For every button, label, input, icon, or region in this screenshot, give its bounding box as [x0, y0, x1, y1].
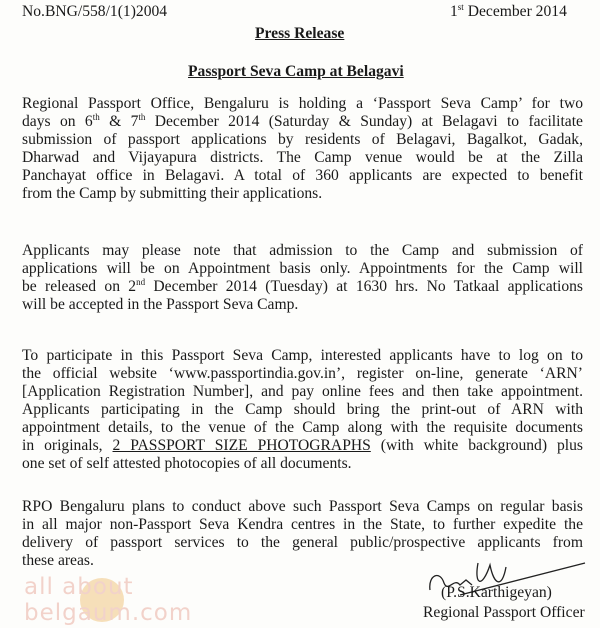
paragraph-1-line	[22, 149, 583, 167]
paragraph-2-line	[22, 260, 583, 278]
watermark-logo	[12, 574, 192, 628]
paragraph-3-line	[22, 365, 583, 383]
text-segment: these areas.	[22, 552, 94, 569]
text-segment: December 2014 (Saturday & Sunday) at Belagavi to facilitate	[145, 113, 583, 130]
text-segment: December 2014 (Tuesday) at 1630 hrs. No Tatkaal applications	[145, 278, 583, 295]
paragraph-2-line	[22, 242, 583, 260]
text-segment: the official website ‘www.passportindia.gov.in’, register on-line, generate ‘ARN’	[22, 365, 583, 382]
text-segment: delivery of passport services to the general public/prospective applicants from	[22, 534, 583, 551]
text-segment: one set of self attested photocopies of all documents.	[22, 455, 352, 472]
paragraph-4-line	[22, 552, 583, 570]
paragraph-2-line	[22, 296, 583, 314]
paragraph-3-line	[22, 383, 583, 401]
superscript: th	[138, 112, 146, 122]
text-segment: (with white background) plus	[370, 437, 583, 454]
text-segment: Regional Passport Office, Bengaluru is holding a ‘Passport Seva Camp’ for two	[22, 95, 583, 112]
signatory-name: (P.S.Karthigeyan)	[441, 584, 552, 601]
text-segment: 2 PASSPORT SIZE PHOTOGRAPHS	[112, 437, 371, 454]
paragraph-1-line	[22, 185, 583, 203]
paragraph-1-line	[22, 131, 583, 149]
paragraph-4-line	[22, 516, 583, 534]
text-segment: & 7	[99, 113, 139, 130]
reference-number: No.BNG/558/1(1)2004	[22, 3, 168, 20]
watermark-line1: all about	[24, 574, 134, 600]
text-segment: submission of passport applications by residents of Belagavi, Bagalkot, Gadak,	[22, 131, 583, 148]
superscript: th	[92, 112, 100, 122]
paragraph-3-line	[22, 401, 583, 419]
paragraph-1-line	[22, 167, 583, 185]
text-segment: Applicants participating in the Camp should bring the print-out of ARN with	[22, 401, 583, 418]
text-segment: appointment details, to the venue of the Camp along with the requisite documents	[22, 419, 583, 436]
date-sup: st	[457, 2, 464, 12]
text-segment: 6	[84, 113, 93, 130]
subject: Passport Seva Camp at Belagavi	[188, 63, 404, 80]
text-segment: Applicants may please note that admission to the Camp and submission of	[22, 242, 583, 259]
paragraph-3-line	[22, 437, 583, 455]
paragraph-4-line	[22, 534, 583, 552]
watermark-line2: belgaum.com	[24, 600, 193, 626]
paragraph-3-line	[22, 455, 583, 473]
release-date	[450, 3, 567, 21]
paragraph-3-line	[22, 347, 583, 365]
text-segment: [Application Registration Number], and pay online fees and then take appointment.	[22, 383, 583, 400]
text-segment: will be accepted in the Passport Seva Camp.	[22, 296, 299, 313]
heading: Press Release	[255, 25, 345, 42]
text-segment: applications will be on Appointment basis only. Appointments for the Camp will	[22, 260, 583, 277]
paragraph-1-line	[22, 113, 583, 131]
paragraph-1-line	[22, 95, 583, 113]
text-segment: days on	[22, 113, 85, 130]
date-rest: December 2014	[463, 3, 567, 20]
date-day: 1	[450, 3, 458, 20]
signatory-title: Regional Passport Officer	[423, 604, 585, 621]
text-segment: in originals,	[22, 437, 113, 454]
text-segment: To participate in this Passport Seva Camp, interested applicants have to log on to	[22, 347, 583, 364]
text-segment: RPO Bengaluru plans to conduct above such Passport Seva Camps on regular basis	[22, 498, 583, 515]
text-segment: Dharwad and Vijayapura districts. The Camp venue would be at the Zilla	[22, 149, 583, 166]
text-segment: be released on 2	[22, 278, 137, 295]
paragraph-2-line	[22, 278, 583, 296]
superscript: nd	[136, 277, 146, 287]
paragraph-3-line	[22, 419, 583, 437]
text-segment: in all major non-Passport Seva Kendra centres in the State, to further expedite the	[22, 516, 583, 533]
text-segment: Panchayat office in Belagavi. A total of 360 applicants are expected to benefit	[22, 167, 583, 184]
paragraph-4-line	[22, 498, 583, 516]
text-segment: from the Camp by submitting their applications.	[22, 185, 323, 202]
